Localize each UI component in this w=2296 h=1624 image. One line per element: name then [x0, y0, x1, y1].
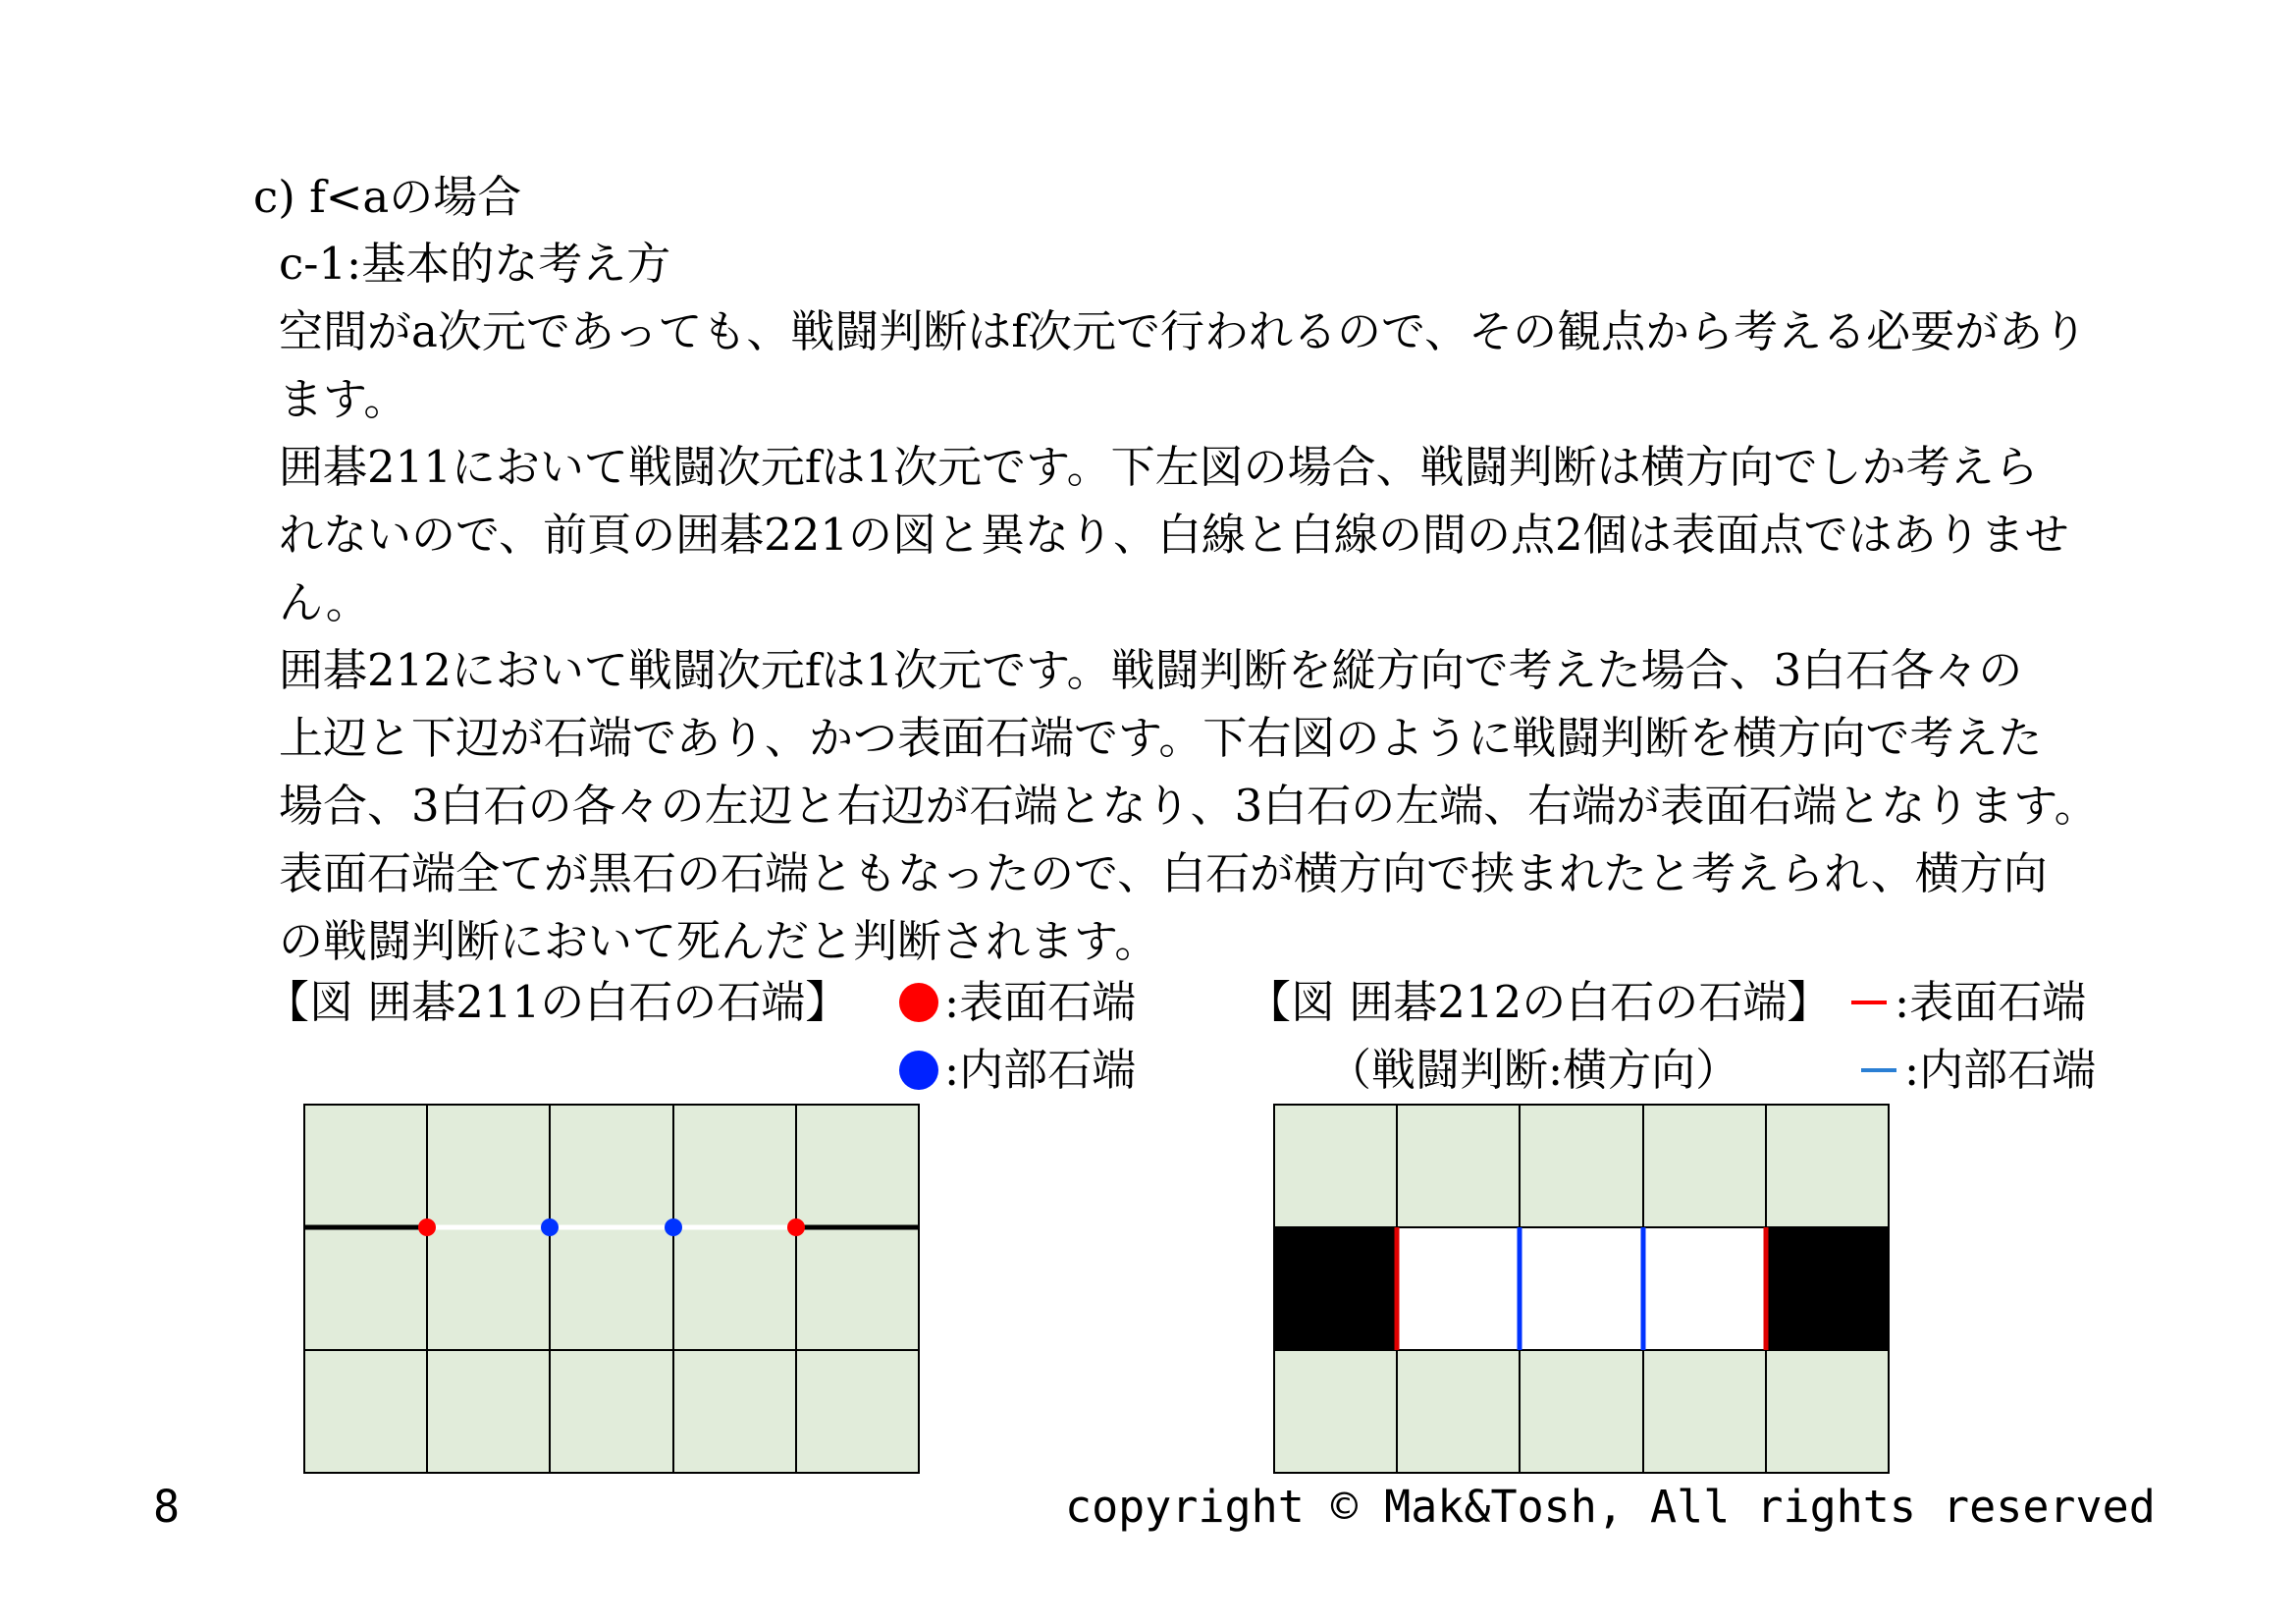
paragraph-line: 囲碁211において戦闘次元fは1次元です。下左図の場合、戦闘判断は横方向でしか考えら — [279, 441, 2039, 493]
legend-inner-dot — [899, 1036, 1136, 1104]
legend-surface-label: :表面石端 — [1895, 976, 2087, 1028]
paragraph-2 — [279, 433, 2144, 636]
blue-line-icon — [1861, 1068, 1896, 1072]
legend-surface-label: :表面石端 — [944, 976, 1137, 1028]
page-number: 8 — [153, 1481, 181, 1533]
paragraph-line: 囲碁212において戦闘次元fは1次元です。戦闘判断を縦方向で考えた場合、3白石各々の — [279, 644, 2023, 696]
go-211-board-diagram — [303, 1104, 922, 1477]
paragraph-line: 空間がa次元であっても、戦闘判断はf次元で行われるので、その観点から考える必要があり — [279, 305, 2088, 357]
paragraph-3 — [279, 636, 2144, 975]
paragraph-line: 表面石端全てが黒石の石端ともなったので、白石が横方向で挟まれたと考えられ、横方向 — [279, 847, 2048, 899]
paragraph-1 — [279, 298, 2144, 433]
board-background — [304, 1105, 919, 1473]
surface-stone-end-dot — [418, 1218, 436, 1236]
red-line-icon — [1851, 1001, 1887, 1004]
copyright-notice: copyright © Mak&Tosh, All rights reserved — [1065, 1481, 2156, 1533]
paragraph-line: ます。 — [279, 373, 408, 425]
figure-right-title: 【図 囲碁212の白石の石端】 — [1247, 976, 1832, 1028]
legend-surface-dot — [899, 968, 1136, 1036]
figure-left-title: 【図 囲碁211の白石の石端】 — [265, 976, 850, 1028]
black-stone — [1766, 1227, 1889, 1350]
go-212-board-diagram — [1273, 1104, 1892, 1477]
subsection-heading: c-1:基本的な考え方 — [279, 238, 671, 290]
paragraph-line: の戦闘判断において死んだと判断されます。 — [279, 915, 1159, 967]
black-stone — [1274, 1227, 1397, 1350]
blue-dot-icon — [899, 1051, 938, 1090]
red-dot-icon — [899, 983, 938, 1022]
inner-stone-end-dot — [665, 1218, 682, 1236]
legend-surface-line — [1851, 968, 2086, 1036]
paragraph-line: 場合、3白石の各々の左辺と右辺が石端となり、3白石の左端、右端が表面石端となります。 — [279, 780, 2099, 832]
legend-inner-label: :内部石端 — [944, 1044, 1137, 1096]
section-heading: c) f<aの場合 — [253, 171, 522, 223]
surface-stone-end-dot — [787, 1218, 805, 1236]
paragraph-line: れないので、前頁の囲碁221の図と異なり、白線と白線の間の点2個は表面点ではありませ — [279, 509, 2069, 561]
legend-inner-label: :内部石端 — [1904, 1044, 2097, 1096]
paragraph-line: ん。 — [279, 576, 370, 628]
paragraph-line: 上辺と下辺が石端であり、かつ表面石端です。下右図のように戦闘判断を横方向で考えた — [279, 712, 2043, 764]
legend-inner-line — [1861, 1036, 2096, 1104]
figure-right-subtitle: （戦闘判断:横方向） — [1327, 1044, 1740, 1096]
white-stones — [1397, 1227, 1766, 1350]
inner-stone-end-dot — [541, 1218, 559, 1236]
